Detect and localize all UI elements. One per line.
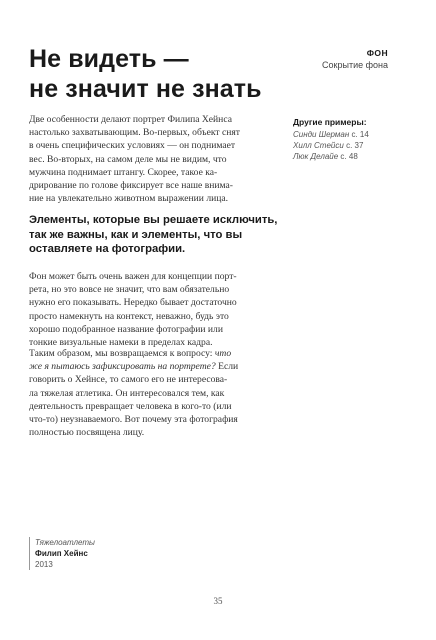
text-line: в очень специфических условиях — он поднимает bbox=[29, 140, 236, 152]
example-page: с. 37 bbox=[346, 141, 364, 150]
example-item bbox=[293, 151, 403, 162]
text-line: говорить о Хейнсе, то самого его не интересова- bbox=[29, 374, 228, 386]
text-line: мужчина поднимает штангу. Скорее, такое ка- bbox=[29, 166, 218, 178]
quote-line: так же важны, как и элементы, что вы bbox=[29, 228, 243, 241]
text-line bbox=[29, 360, 281, 373]
text-line: просто намекнуть на контекст, неважно, будь это bbox=[29, 310, 229, 322]
quote-line: оставляете на фотографии. bbox=[29, 243, 186, 256]
example-page: с. 14 bbox=[351, 130, 369, 139]
text-line bbox=[29, 347, 281, 360]
text-segment: Если bbox=[218, 361, 239, 373]
example-page: с. 48 bbox=[340, 152, 358, 161]
italic-segment: что bbox=[214, 348, 232, 359]
text-line: дрирование по голове фиксирует все наше внима- bbox=[29, 180, 233, 192]
italic-segment: же я пытаюсь зафиксировать на портрете? bbox=[29, 361, 216, 373]
text-line: настолько захватывающим. Во-первых, объект снят bbox=[29, 127, 240, 139]
text-line: деятельность превращает человека в кого-то (или bbox=[29, 400, 232, 412]
text-line: ла тяжелая атлетика. Он интересовался тем, как bbox=[29, 387, 225, 399]
body-paragraph-1 bbox=[29, 113, 281, 205]
page-number: 35 bbox=[213, 596, 223, 606]
other-examples-heading: Другие примеры: bbox=[293, 117, 367, 127]
text-line: ние на увлекательно животном выражении лица. bbox=[29, 193, 229, 205]
title-line-1: Не видеть — bbox=[29, 45, 189, 73]
body-paragraph-2 bbox=[29, 270, 281, 349]
text-segment: Таким образом, мы возвращаемся к вопросу: bbox=[29, 348, 213, 359]
caption-title: Тяжелоатлеты bbox=[35, 538, 95, 547]
section-name: ФОН bbox=[366, 48, 388, 58]
text-line: полностью посвящена лицу. bbox=[29, 427, 145, 439]
section-subtitle: Сокрытие фона bbox=[322, 60, 388, 70]
text-line: что-то) неузнаваемого. Вот почему эта фотография bbox=[29, 414, 238, 426]
text-line: Фон может быть очень важен для концепции порт- bbox=[29, 271, 237, 282]
text-line: нужно его показывать. Нередко бывает достаточно bbox=[29, 297, 237, 309]
text-line: тонкие визуальные намеки в пределах кадра. bbox=[29, 337, 213, 349]
example-name: Синди Шерман bbox=[293, 130, 350, 139]
quote-line: Элементы, которые вы решаете исключить, bbox=[29, 214, 278, 226]
body-paragraph-3 bbox=[29, 347, 281, 439]
text-line: хорошо подобранное название фотографии или bbox=[29, 323, 223, 335]
title-line-2: не значит не знать bbox=[29, 75, 262, 103]
example-item bbox=[293, 129, 403, 140]
text-line: Две особенности делают портрет Филипа Хейнса bbox=[29, 114, 232, 125]
caption-year: 2013 bbox=[35, 560, 53, 569]
text-line: вес. Во-вторых, на самом деле мы не видим, что bbox=[29, 153, 227, 165]
text-line: рета, но это вовсе не значит, что вам обязательно bbox=[29, 284, 230, 296]
other-examples-sidebar bbox=[293, 117, 403, 162]
photo-caption bbox=[29, 537, 95, 570]
page-title bbox=[29, 44, 299, 104]
example-name: Хилл Стейси bbox=[293, 141, 344, 150]
section-label bbox=[322, 48, 388, 70]
example-name: Люк Делайе bbox=[293, 152, 339, 161]
example-item bbox=[293, 140, 403, 151]
caption-author: Филип Хейнс bbox=[35, 549, 88, 558]
pull-quote bbox=[29, 213, 279, 257]
